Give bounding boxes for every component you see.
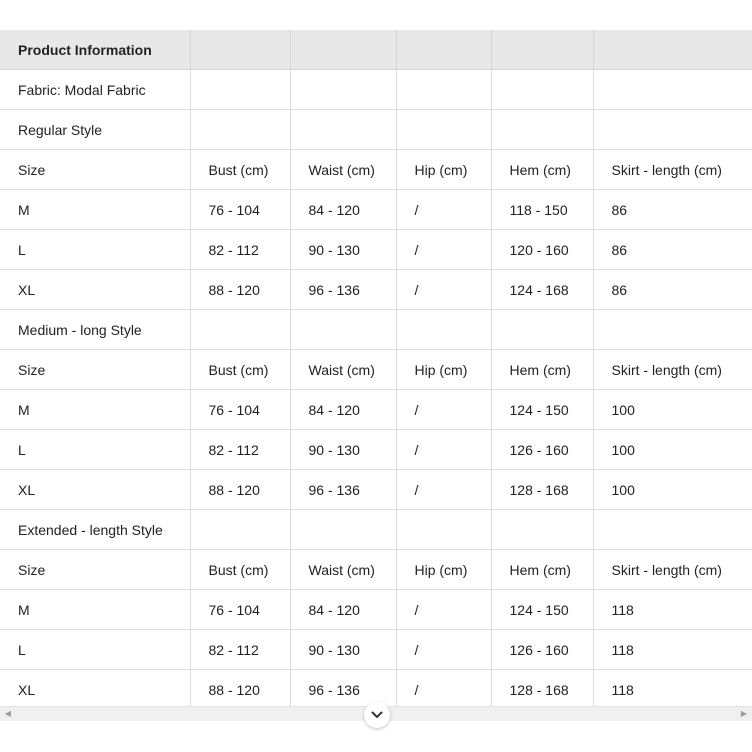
cell-hem: 128 - 168 (491, 670, 593, 707)
cell-size: M (0, 390, 190, 430)
size-table (0, 30, 752, 706)
cell-hem: 124 - 168 (491, 270, 593, 310)
table-row (0, 670, 752, 707)
cell-bust: 76 - 104 (190, 390, 290, 430)
cell-waist: 96 - 136 (290, 270, 396, 310)
cell-skirt-length: 118 (593, 670, 752, 707)
cell-hem: 124 - 150 (491, 390, 593, 430)
style-label: Extended - length Style (0, 510, 190, 550)
cell-skirt-length: 86 (593, 270, 752, 310)
cell-bust: 76 - 104 (190, 590, 290, 630)
table-row (0, 190, 752, 230)
cell-size: L (0, 230, 190, 270)
cell-waist: 96 - 136 (290, 670, 396, 707)
cell-bust: 82 - 112 (190, 230, 290, 270)
cell-waist: 84 - 120 (290, 390, 396, 430)
cell-hip: / (396, 230, 491, 270)
cell-size: L (0, 430, 190, 470)
cell-waist: 84 - 120 (290, 190, 396, 230)
cell-bust: 88 - 120 (190, 470, 290, 510)
cell-skirt-length: 100 (593, 470, 752, 510)
cell-skirt-length: 118 (593, 630, 752, 670)
column-header-bust: Bust (cm) (190, 350, 290, 390)
cell-hip: / (396, 670, 491, 707)
scroll-right-arrow-icon[interactable]: ▶ (740, 709, 748, 718)
column-header-row (0, 550, 752, 590)
cell-size: M (0, 590, 190, 630)
column-header-hip: Hip (cm) (396, 150, 491, 190)
cell-hem: 120 - 160 (491, 230, 593, 270)
style-label: Medium - long Style (0, 310, 190, 350)
style-row (0, 510, 752, 550)
table-row (0, 230, 752, 270)
cell-bust: 82 - 112 (190, 630, 290, 670)
cell-skirt-length: 100 (593, 390, 752, 430)
expand-button[interactable] (364, 702, 390, 728)
table-row (0, 430, 752, 470)
cell-hip: / (396, 630, 491, 670)
cell-size: XL (0, 670, 190, 707)
cell-waist: 90 - 130 (290, 430, 396, 470)
table-row (0, 630, 752, 670)
cell-bust: 82 - 112 (190, 430, 290, 470)
column-header-row (0, 350, 752, 390)
table-row (0, 270, 752, 310)
style-row (0, 310, 752, 350)
cell-bust: 76 - 104 (190, 190, 290, 230)
cell-hip: / (396, 470, 491, 510)
fabric-label: Fabric: Modal Fabric (0, 70, 190, 110)
column-header-skirt-length: Skirt - length (cm) (593, 150, 752, 190)
cell-hip: / (396, 390, 491, 430)
cell-hip: / (396, 270, 491, 310)
column-header-hem: Hem (cm) (491, 150, 593, 190)
column-header-waist: Waist (cm) (290, 350, 396, 390)
cell-waist: 96 - 136 (290, 470, 396, 510)
cell-size: XL (0, 470, 190, 510)
cell-skirt-length: 86 (593, 190, 752, 230)
cell-size: M (0, 190, 190, 230)
cell-size: L (0, 630, 190, 670)
column-header-bust: Bust (cm) (190, 550, 290, 590)
table-row (0, 590, 752, 630)
cell-waist: 84 - 120 (290, 590, 396, 630)
cell-waist: 90 - 130 (290, 230, 396, 270)
style-row (0, 110, 752, 150)
chevron-down-icon (371, 711, 383, 719)
column-header-size: Size (0, 150, 190, 190)
column-header-size: Size (0, 350, 190, 390)
cell-hip: / (396, 590, 491, 630)
cell-bust: 88 - 120 (190, 270, 290, 310)
cell-bust: 88 - 120 (190, 670, 290, 707)
column-header-hem: Hem (cm) (491, 350, 593, 390)
product-information-title: Product Information (0, 30, 190, 70)
cell-hip: / (396, 190, 491, 230)
cell-waist: 90 - 130 (290, 630, 396, 670)
size-table-viewport[interactable] (0, 30, 752, 706)
cell-skirt-length: 100 (593, 430, 752, 470)
column-header-hem: Hem (cm) (491, 550, 593, 590)
column-header-size: Size (0, 550, 190, 590)
cell-hem: 124 - 150 (491, 590, 593, 630)
table-row (0, 390, 752, 430)
cell-hip: / (396, 430, 491, 470)
column-header-hip: Hip (cm) (396, 350, 491, 390)
table-header-row (0, 30, 752, 70)
scroll-left-arrow-icon[interactable]: ◀ (4, 709, 12, 718)
column-header-row (0, 150, 752, 190)
cell-hem: 118 - 150 (491, 190, 593, 230)
column-header-hip: Hip (cm) (396, 550, 491, 590)
cell-hem: 126 - 160 (491, 630, 593, 670)
column-header-bust: Bust (cm) (190, 150, 290, 190)
column-header-skirt-length: Skirt - length (cm) (593, 350, 752, 390)
cell-size: XL (0, 270, 190, 310)
cell-skirt-length: 118 (593, 590, 752, 630)
column-header-skirt-length: Skirt - length (cm) (593, 550, 752, 590)
cell-hem: 128 - 168 (491, 470, 593, 510)
fabric-row (0, 70, 752, 110)
table-row (0, 470, 752, 510)
cell-hem: 126 - 160 (491, 430, 593, 470)
column-header-waist: Waist (cm) (290, 550, 396, 590)
style-label: Regular Style (0, 110, 190, 150)
column-header-waist: Waist (cm) (290, 150, 396, 190)
cell-skirt-length: 86 (593, 230, 752, 270)
